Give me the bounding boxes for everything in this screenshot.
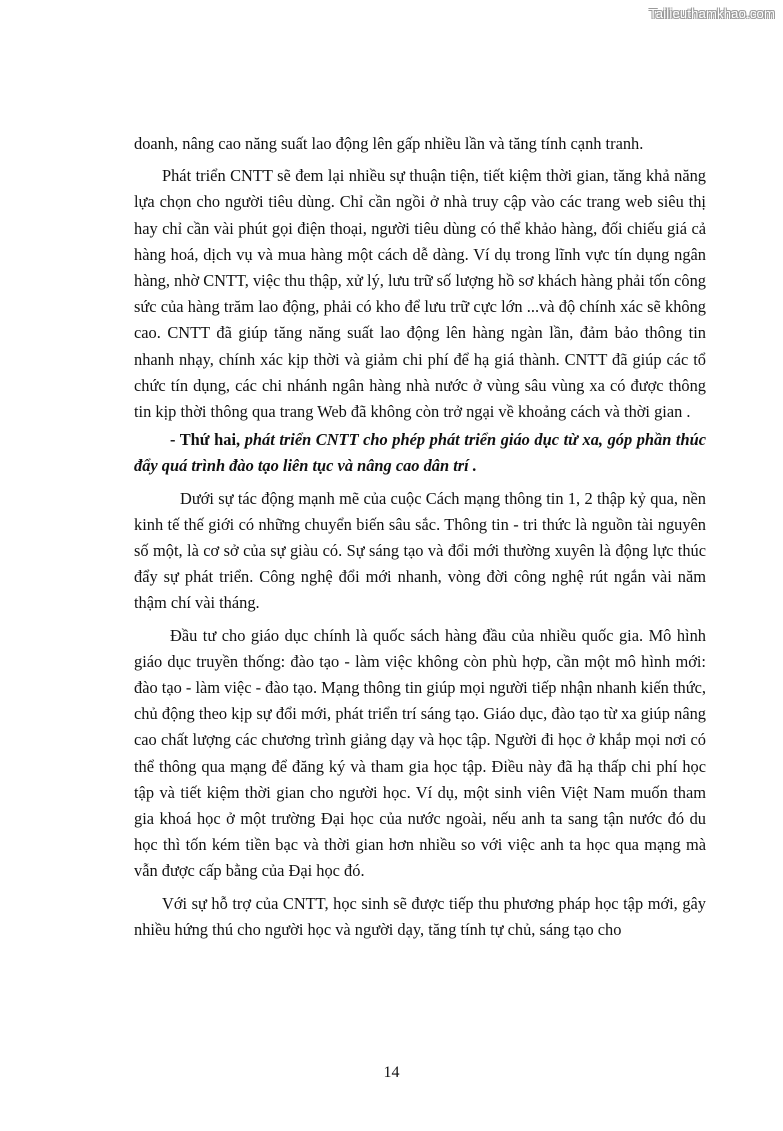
paragraph-education-investment: Đầu tư cho giáo dục chính là quốc sách hàng đầu của nhiều quốc gia. Mô hình giáo dục truyền thống: đào tạo - làm việc không còn phù hợp, cần một mô hình mới: đào tạo - làm việc - đào tạo. Mạng thông tin giúp mọi người tiếp nhận nhanh kiến thức, chủ động theo kịp sự đổi mới, phát triển trí sáng tạo. Giáo dục, đào tạo từ xa giúp nâng cao chất lượng các chương trình giảng dạy và học tập. Người đi học ở khắp mọi nơi có thể thông qua mạng để đăng ký và tham gia học tập. Điều này đã hạ thấp chi phí học tập và tiết kiệm thời gian cho người học. Ví dụ, một sinh viên Việt Nam muốn tham gia khoá học ở một trường Đại học của nước ngoài, nếu anh ta sang tận nước đó du học thì tốn kém tiền bạc và thời gian hơn nhiều so với việc anh ta học qua mạng mà vẫn được cấp bằng của Đại học đó. [134,625,706,881]
paragraph-cntt-support: Với sự hỗ trợ của CNTT, học sinh sẽ được tiếp thu phương pháp học tập mới, gây nhiều hứng thú cho người học và người dạy, tăng tính tự chủ, sáng tạo cho [134,893,706,939]
section-heading-second [134,427,706,479]
paragraph-continuation: doanh, nâng cao năng suất lao động lên gấp nhiều lần và tăng tính cạnh tranh. [134,134,644,153]
watermark: Tailieuthamkhao.com [649,6,775,21]
paragraph-information-revolution: Dưới sự tác động mạnh mẽ của cuộc Cách mạng thông tin 1, 2 thập kỷ qua, nền kinh tế thế giới có những chuyển biến sâu sắc. Thông tin - tri thức là nguồn tài nguyên số một, là cơ sở của sự giàu có. Sự sáng tạo và đổi mới thường xuyên là động lực thúc đẩy sự phát triển. Công nghệ đổi mới nhanh, vòng đời công nghệ rút ngắn vài năm thậm chí vài tháng. [134,488,706,613]
document-body [134,131,706,943]
heading-italic-text: phát triển CNTT cho phép phát triển giáo dục từ xa, góp phần thúc đẩy quá trình đào tạo liên tục và nâng cao dân trí . [134,430,706,476]
heading-prefix: - Thứ hai, [170,430,245,450]
paragraph-cntt-benefits: Phát triển CNTT sẽ đem lại nhiều sự thuận tiện, tiết kiệm thời gian, tăng khả năng lựa chọn cho người tiêu dùng. Chỉ cần ngồi ở nhà truy cập vào các trang web siêu thị hay chỉ cần vài phút gọi điện thoại, người tiêu dùng có thể khảo hàng, đối chiếu giá cả hàng hoá, dịch vụ và mua hàng một cách dễ dàng. Ví dụ trong lĩnh vực tín dụng ngân hàng, nhờ CNTT, việc thu thập, xử lý, lưu trữ số lượng hồ sơ khách hàng phải tốn công sức của hàng trăm lao động, phải có kho để lưu trữ cực lớn ...và độ chính xác sẽ không cao. CNTT đã giúp tăng năng suất lao động lên hàng ngàn lần, đảm bảo thông tin nhanh nhạy, chính xác kịp thời và giảm chi phí để hạ giá thành. CNTT đã giúp các tổ chức tín dụng, các chi nhánh ngân hàng nhà nước ở vùng sâu vùng xa có được thông tin kịp thời thông qua trang Web đã không còn trở ngại về khoảng cách và thời gian . [134,166,706,422]
page-number: 14 [383,1064,400,1081]
